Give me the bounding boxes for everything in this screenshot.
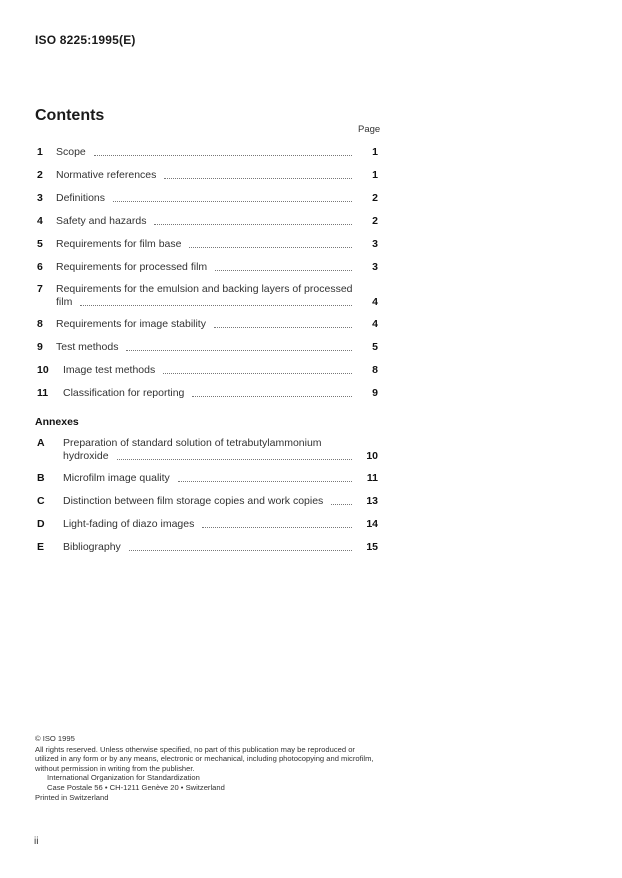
toc-leader bbox=[129, 550, 352, 551]
toc-number: 2 bbox=[37, 169, 43, 181]
toc-title-line2: hydroxide bbox=[63, 450, 109, 462]
toc-leader bbox=[94, 155, 352, 156]
toc-annex-c[interactable] bbox=[37, 495, 378, 507]
toc-number: 8 bbox=[37, 318, 43, 330]
organization-name: International Organization for Standardization bbox=[47, 773, 200, 783]
toc-page: 11 bbox=[366, 472, 378, 484]
toc-leader bbox=[163, 373, 352, 374]
toc-title: Image test methods bbox=[63, 364, 156, 376]
toc-leader bbox=[214, 327, 352, 328]
rights-statement: All rights reserved. Unless otherwise specified, no part of this publication may be reproduced or utilized in any form or by any means, electronic or mechanical, including photocopying and microfilm, without permission in writing from the publisher. bbox=[35, 744, 374, 773]
toc-annex-b[interactable] bbox=[37, 472, 378, 484]
page-number: ii bbox=[34, 836, 39, 847]
toc-leader bbox=[126, 350, 352, 351]
toc-title-line1: Preparation of standard solution of tetrabutylammonium bbox=[63, 437, 322, 449]
contents-title: Contents bbox=[35, 107, 105, 124]
toc-title: Scope bbox=[56, 146, 86, 158]
toc-number: 5 bbox=[37, 238, 43, 250]
toc-number: 9 bbox=[37, 341, 43, 353]
toc-number: 1 bbox=[37, 146, 43, 158]
annex-letter: B bbox=[37, 472, 45, 484]
toc-title: Classification for reporting bbox=[63, 387, 185, 399]
toc-page: 13 bbox=[366, 495, 378, 507]
toc-entry-image-stability[interactable] bbox=[37, 318, 378, 330]
toc-page: 4 bbox=[372, 296, 378, 308]
toc-title: Distinction between film storage copies and work copies bbox=[63, 495, 324, 507]
toc-entry-processed-film[interactable] bbox=[37, 261, 378, 273]
toc-number: 6 bbox=[37, 261, 43, 273]
toc-leader bbox=[117, 459, 352, 460]
toc-title: Safety and hazards bbox=[56, 215, 147, 227]
toc-leader bbox=[154, 224, 352, 225]
toc-number: 4 bbox=[37, 215, 43, 227]
toc-title: Bibliography bbox=[63, 541, 121, 553]
toc-leader bbox=[215, 270, 352, 271]
toc-annex-e[interactable] bbox=[37, 541, 378, 553]
toc-leader bbox=[113, 201, 352, 202]
toc-title: Requirements for processed film bbox=[56, 261, 208, 273]
toc-entry-emulsion-backing[interactable] bbox=[37, 283, 378, 308]
toc-leader bbox=[331, 504, 352, 505]
toc-entry-scope[interactable] bbox=[37, 146, 378, 158]
toc-leader bbox=[80, 305, 352, 306]
toc-number: 11 bbox=[37, 387, 49, 399]
toc-title: Requirements for film base bbox=[56, 238, 182, 250]
toc-page: 1 bbox=[372, 169, 378, 181]
toc-leader bbox=[164, 178, 352, 179]
annex-letter: C bbox=[37, 495, 45, 507]
annexes-heading: Annexes bbox=[35, 416, 79, 428]
toc-number: 7 bbox=[37, 283, 43, 295]
toc-leader bbox=[202, 527, 352, 528]
annex-letter: D bbox=[37, 518, 45, 530]
copyright-line: © ISO 1995 bbox=[35, 734, 75, 743]
toc-title: Requirements for image stability bbox=[56, 318, 206, 330]
annex-letter: E bbox=[37, 541, 45, 553]
toc-title: Normative references bbox=[56, 169, 157, 181]
toc-title: Microfilm image quality bbox=[63, 472, 170, 484]
toc-entry-image-test-methods[interactable] bbox=[37, 364, 378, 376]
toc-title: Definitions bbox=[56, 192, 106, 204]
toc-page: 1 bbox=[372, 146, 378, 158]
document-id: ISO 8225:1995(E) bbox=[35, 33, 136, 47]
copyright-footer bbox=[35, 734, 380, 802]
printed-in: Printed in Switzerland bbox=[35, 792, 109, 802]
toc-title-line2: film bbox=[56, 296, 73, 308]
organization-address: Case Postale 56 • CH-1211 Genève 20 • Switzerland bbox=[47, 782, 225, 792]
annex-letter: A bbox=[37, 437, 45, 449]
toc-leader bbox=[189, 247, 352, 248]
toc-annex-d[interactable] bbox=[37, 518, 378, 530]
toc-page: 3 bbox=[372, 261, 378, 273]
toc-title: Light-fading of diazo images bbox=[63, 518, 195, 530]
toc-leader bbox=[192, 396, 352, 397]
toc-page: 5 bbox=[372, 341, 378, 353]
toc-entry-classification[interactable] bbox=[37, 387, 378, 399]
toc-page: 15 bbox=[366, 541, 378, 553]
toc-page: 8 bbox=[372, 364, 378, 376]
toc-page: 2 bbox=[372, 215, 378, 227]
toc-entry-safety-and-hazards[interactable] bbox=[37, 215, 378, 227]
toc-number: 10 bbox=[37, 364, 49, 376]
toc-title-line1: Requirements for the emulsion and backing layers of processed bbox=[56, 283, 353, 295]
toc-page: 4 bbox=[372, 318, 378, 330]
toc-leader bbox=[178, 481, 352, 482]
toc-page: 3 bbox=[372, 238, 378, 250]
toc-number: 3 bbox=[37, 192, 43, 204]
toc-page: 10 bbox=[366, 450, 378, 462]
toc-page: 14 bbox=[366, 518, 378, 530]
toc-entry-film-base[interactable] bbox=[37, 238, 378, 250]
toc-annex-a[interactable] bbox=[37, 437, 378, 462]
toc-entry-normative-references[interactable] bbox=[37, 169, 378, 181]
toc-entry-test-methods[interactable] bbox=[37, 341, 378, 353]
toc-title: Test methods bbox=[56, 341, 119, 353]
page-column-label: Page bbox=[358, 124, 381, 135]
toc-entry-definitions[interactable] bbox=[37, 192, 378, 204]
toc-page: 9 bbox=[372, 387, 378, 399]
toc-page: 2 bbox=[372, 192, 378, 204]
